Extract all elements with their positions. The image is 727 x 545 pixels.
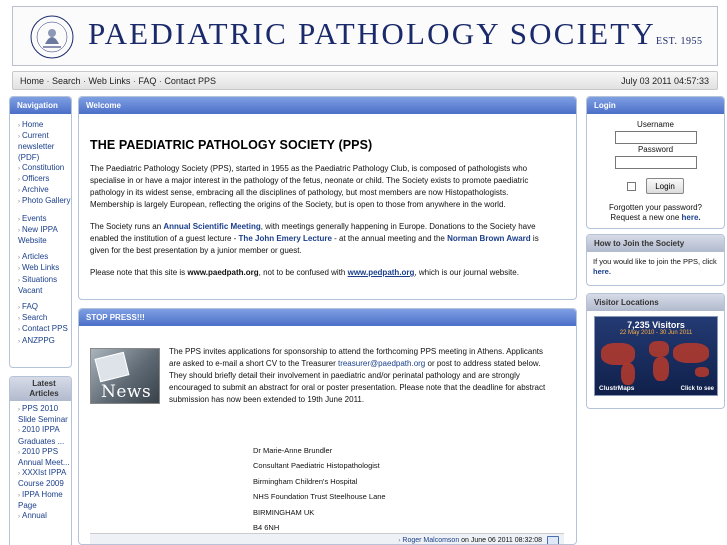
bullet-icon: › (18, 177, 20, 184)
login-button[interactable]: Login (646, 178, 684, 194)
newspaper-icon (95, 352, 130, 383)
text: Request a new one (610, 213, 682, 222)
bullet-icon: › (18, 188, 20, 195)
nav-label: Current newsletter (PDF) (18, 131, 55, 162)
bullet-icon: › (18, 255, 20, 262)
nav-label: Search (22, 313, 48, 323)
annual-meeting-link[interactable]: Annual Scientific Meeting (163, 222, 261, 231)
text: , with meetings generally happening in Europe. Donations to the Society have enabled the institution of a guest lecture - (90, 222, 536, 243)
print-icon[interactable] (547, 536, 559, 545)
top-navigation-bar (12, 71, 718, 90)
text: , not to be confused with (258, 268, 348, 277)
nav-label: New IPPA Website (18, 224, 58, 246)
latest-articles-title: Latest Articles (10, 377, 71, 401)
top-link-web-links[interactable]: Web Links (88, 76, 131, 86)
site-title-text: PAEDIATRIC PATHOLOGY SOCIETY (88, 16, 656, 51)
nav-label: ANZPPG (22, 335, 55, 345)
bullet-icon: › (18, 449, 20, 456)
login-actions (587, 178, 724, 194)
stop-press-title: STOP PRESS!!! (79, 309, 576, 326)
bullet-icon: › (18, 327, 20, 334)
join-link[interactable]: here. (593, 267, 611, 276)
nav-item-events[interactable] (18, 214, 71, 225)
nav-label: Articles (22, 252, 49, 262)
nav-item-home[interactable] (18, 120, 71, 131)
username-input[interactable] (615, 131, 697, 144)
visitor-locations-title: Visitor Locations (587, 294, 724, 311)
article-label: 2010 PPS Annual Meet... (18, 446, 70, 468)
map-region (653, 357, 669, 381)
post-date: on June 06 2011 08:32:08 (459, 537, 542, 544)
nav-item-faq[interactable] (18, 302, 71, 313)
stop-press-panel (78, 308, 577, 545)
bullet-icon: › (18, 428, 20, 435)
top-link-faq[interactable]: FAQ (138, 76, 157, 86)
bullet-icon: › (18, 471, 20, 478)
nav-label: Web Links (22, 263, 60, 273)
nav-item-photo-gallery[interactable] (18, 196, 71, 207)
remember-me-checkbox[interactable] (627, 182, 636, 191)
article-label: XXXIst IPPA Course 2009 (18, 468, 66, 489)
article-link[interactable] (18, 468, 71, 489)
bullet-icon: › (18, 277, 20, 284)
top-link-home[interactable]: Home (20, 76, 45, 86)
text: or post to address stated below. They should briefly detail their involvement in paediatric and/or perinatal pathology and are strongly encouraged to submit an abstract for oral or poster presentation. Please note that the deadline for abstract submission has now been extended to 19th June 2011. (169, 359, 546, 404)
article-link[interactable] (18, 511, 71, 522)
welcome-paragraph-1: The Paediatric Pathology Society (PPS), started in 1955 as the Paediatric Pathology Club, is composed of pathologists who specialise in or have a major interest in the pathology of the fetus, neonate or child. The Society exists to promote paediatric pathology in its widest sense, embracing all the disciplines of pathology, but most members are now Histopathologists. Membership is largely European, reflecting the origins of the Society, but is open to those from anywhere in the world. (90, 164, 529, 209)
article-link[interactable] (18, 447, 71, 468)
welcome-title: Welcome (79, 97, 576, 114)
welcome-body (79, 114, 549, 279)
bullet-icon: › (18, 216, 20, 223)
map-region (695, 367, 709, 377)
navigation-list (10, 114, 71, 347)
map-region (673, 343, 709, 363)
author-link[interactable]: Roger Malcomson (402, 537, 460, 544)
nav-label: Contact PPS (22, 324, 68, 334)
news-image-label: News (101, 382, 152, 402)
map-region (621, 363, 635, 385)
visitor-count: 7,235 Visitors (627, 320, 685, 330)
request-password-link[interactable]: here. (681, 213, 701, 222)
nav-item-search[interactable] (18, 313, 71, 324)
bullet-icon: › (18, 492, 20, 499)
bullet-icon: › (18, 316, 20, 323)
nav-label: Officers (22, 174, 50, 184)
map-click-label: Click to see (680, 386, 714, 392)
stop-press-text (169, 346, 549, 406)
nav-label: Events (22, 213, 47, 223)
site-header (12, 6, 718, 66)
article-label: Annual (22, 511, 47, 521)
navigation-panel (9, 96, 72, 368)
john-emery-lecture-link[interactable]: The John Emery Lecture (238, 234, 332, 243)
bullet-icon: › (18, 123, 20, 129)
separator: · (156, 76, 165, 86)
welcome-paragraph-2 (90, 221, 549, 257)
visitor-map[interactable] (594, 316, 718, 396)
nav-item-contact[interactable] (18, 324, 71, 335)
latest-articles-list (10, 401, 71, 522)
password-input[interactable] (615, 156, 697, 169)
article-link[interactable] (18, 404, 71, 425)
clustrmaps-logo: ClustrMaps (599, 385, 635, 392)
article-link[interactable] (18, 490, 71, 511)
separator: · (44, 76, 53, 86)
site-url: www.paedpath.org (187, 268, 259, 277)
journal-website-link[interactable]: www.pedpath.org (347, 268, 415, 277)
current-datetime: July 03 2011 04:57:33 (621, 76, 709, 86)
post-footer (90, 533, 564, 545)
navigation-title: Navigation (10, 97, 71, 114)
nav-item-newsletter[interactable] (18, 131, 71, 163)
nav-item-archive[interactable] (18, 185, 71, 196)
signature-line: Dr Marie-Anne Brundler (253, 446, 333, 455)
signature-line: NHS Foundation Trust Steelhouse Lane (253, 492, 386, 502)
welcome-panel (78, 96, 577, 300)
password-label: Password (637, 145, 674, 154)
nav-item-web-links[interactable] (18, 263, 71, 274)
text: The Society runs an (90, 222, 164, 231)
forgot-password-text: Forgotten your password? (609, 203, 702, 212)
map-region (649, 341, 669, 357)
nav-label: Situations Vacant (18, 274, 58, 295)
bullet-icon: › (18, 266, 20, 273)
stop-press-body (79, 326, 576, 545)
top-link-contact[interactable]: Contact PPS (164, 76, 216, 86)
bullet-icon: › (18, 199, 20, 206)
article-link[interactable] (18, 425, 71, 446)
visitor-date-range: 22 May 2010 - 30 Jun 2011 (619, 330, 693, 336)
separator: · (130, 76, 139, 86)
map-region (601, 343, 635, 365)
signature-line: Birmingham Children's Hospital (253, 476, 358, 486)
nav-label: Home (22, 120, 44, 129)
bullet-icon: › (398, 538, 401, 544)
request-password-text (587, 213, 724, 223)
nav-item-constitution[interactable] (18, 163, 71, 174)
signature-line: Consultant Paediatric Histopathologist (253, 461, 380, 471)
login-title: Login (587, 97, 724, 114)
bullet-icon: › (18, 407, 20, 413)
article-label: IPPA Home Page (18, 489, 63, 510)
visitor-locations-panel (586, 293, 725, 409)
norman-brown-award-link[interactable]: Norman Brown Award (447, 234, 531, 243)
separator: · (80, 76, 89, 86)
nav-item-situations-vacant[interactable] (18, 275, 71, 296)
text: Please note that this site is (90, 268, 188, 277)
article-label: PPS 2010 Slide Seminar (18, 404, 68, 425)
bullet-icon: › (18, 165, 20, 172)
nav-item-articles[interactable] (18, 252, 71, 263)
society-logo[interactable] (29, 14, 75, 60)
nav-label: FAQ (22, 302, 39, 312)
text: , which is our journal website. (414, 268, 519, 277)
nav-item-officers[interactable] (18, 174, 71, 185)
text: The PPS invites applications for sponsorship to attend the forthcoming PPS meeting in Athens. Applicants are asked to e-mail a short CV to the Treasurer (169, 347, 543, 368)
text: is given for the best presentation by a junior member or guest. (90, 234, 539, 255)
username-label: Username (637, 120, 674, 129)
nav-item-anzppg[interactable] (18, 336, 71, 347)
top-link-search[interactable]: Search (52, 76, 81, 86)
text: - at the annual meeting and the (331, 234, 448, 243)
top-links (20, 76, 216, 86)
login-form (587, 114, 724, 223)
forgot-password (587, 203, 724, 223)
login-panel (586, 96, 725, 229)
signature-line: BIRMINGHAM UK (253, 507, 315, 517)
bullet-icon: › (18, 338, 20, 345)
treasurer-email-link[interactable]: treasurer@paedpath.org (337, 359, 426, 368)
welcome-paragraph-3 (90, 267, 549, 279)
text: If you would like to join the PPS, click (593, 257, 717, 266)
join-title: How to Join the Society (587, 235, 724, 252)
bullet-icon: › (18, 134, 20, 141)
nav-label: Photo Gallery (22, 196, 71, 206)
article-label: 2010 IPPA Graduates ... (18, 425, 65, 446)
signature-line: B4 6NH (253, 523, 280, 533)
bullet-icon: › (18, 514, 20, 521)
join-text (587, 252, 724, 277)
nav-item-ippa-website[interactable] (18, 225, 71, 246)
join-panel (586, 234, 725, 286)
news-image (90, 348, 160, 404)
signature-block (253, 443, 386, 535)
nav-label: Constitution (22, 162, 65, 172)
nav-label: Archive (22, 185, 49, 195)
latest-articles-panel (9, 376, 72, 545)
site-established: EST. 1955 (655, 36, 703, 47)
bullet-icon: › (18, 305, 20, 312)
bullet-icon: › (18, 227, 20, 234)
site-title (88, 16, 703, 52)
page-title: THE PAEDIATRIC PATHOLOGY SOCIETY (PPS) (90, 138, 373, 152)
